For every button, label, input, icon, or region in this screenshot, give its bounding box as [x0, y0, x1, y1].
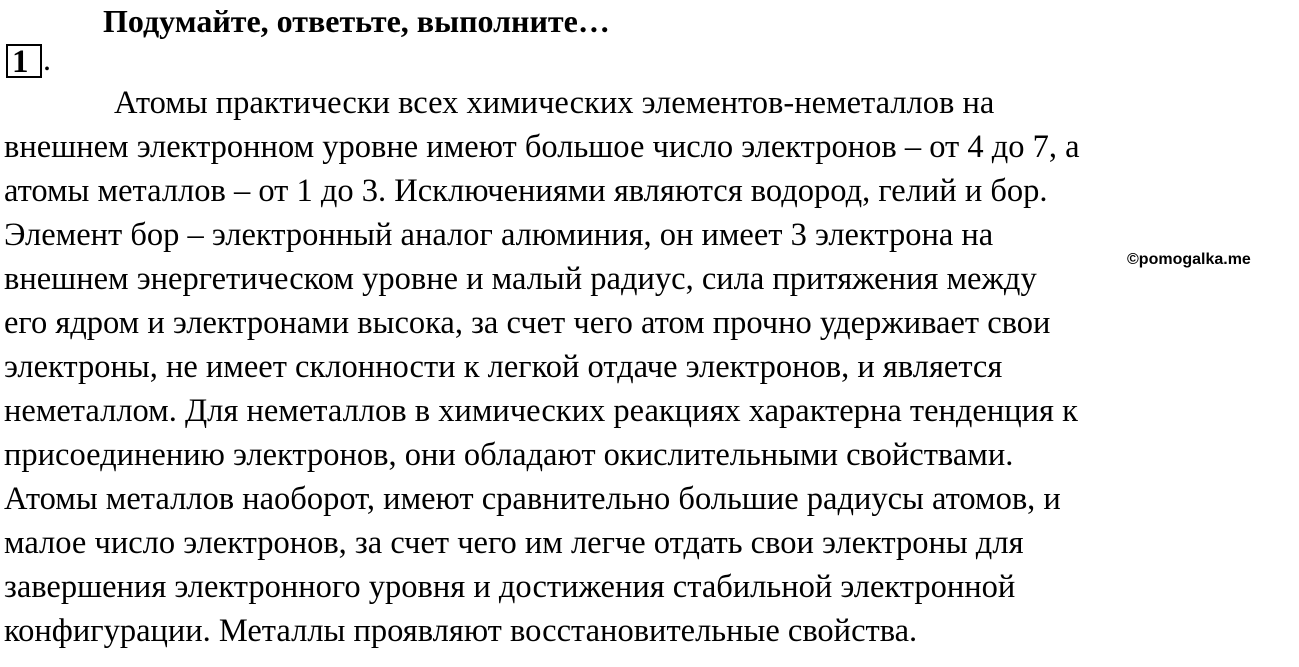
text-line: Атомы металлов наоборот, имеют сравнительно большие радиусы атомов, и — [4, 481, 1061, 517]
text-line: его ядром и электронами высока, за счет чего атом прочно удерживает свои — [4, 305, 1051, 341]
section-heading: Подумайте, ответьте, выполните… — [103, 3, 610, 39]
task-number-box — [6, 44, 42, 78]
text-line: электроны, не имеет склонности к легкой отдаче электронов, и является — [4, 349, 1003, 385]
text-line: малое число электронов, за счет чего им легче отдать свои электроны для — [4, 525, 1024, 561]
text-line: атомы металлов – от 1 до 3. Исключениями являются водород, гелий и бор. — [4, 173, 1048, 209]
task-number: 1 — [12, 44, 29, 80]
watermark: ©pomogalka.me — [1127, 251, 1251, 268]
text-line: неметаллом. Для неметаллов в химических реакциях характерна тенденция к — [4, 393, 1078, 429]
text-line: конфигурации. Металлы проявляют восстановительные свойства. — [4, 613, 918, 649]
text-line: Атомы практически всех химических элементов-неметаллов на — [114, 85, 995, 121]
text-line: внешнем электронном уровне имеют большое число электронов – от 4 до 7, а — [4, 129, 1080, 165]
text-line: завершения электронного уровня и достижения стабильной электронной — [4, 569, 1016, 605]
task-number-suffix: . — [43, 41, 51, 77]
text-line: Элемент бор – электронный аналог алюминия, он имеет 3 электрона на — [4, 217, 994, 253]
text-line: присоединению электронов, они обладают окислительными свойствами. — [4, 437, 1014, 473]
text-line: внешнем энергетическом уровне и малый радиус, сила притяжения между — [4, 261, 1037, 297]
